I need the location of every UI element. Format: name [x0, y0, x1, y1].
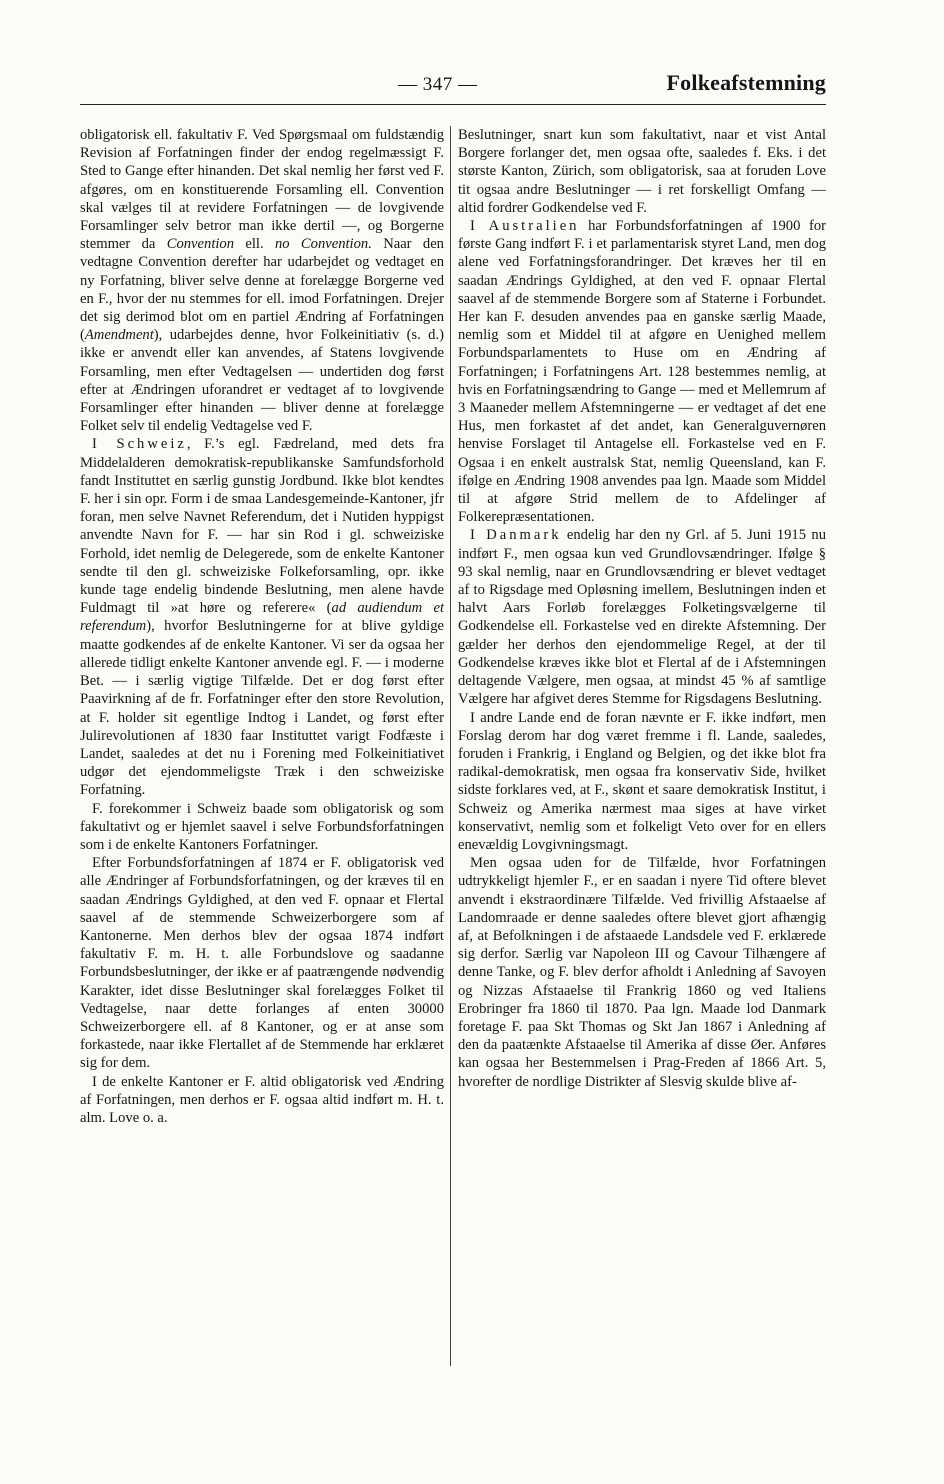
paragraph: [80, 1073, 444, 1128]
italic-text: Amendment: [84, 327, 154, 344]
text-run: Men ogsaa uden for de Tilfælde, hvor Forfatningen udtrykkeligt hjemler F., er en saadan i nyere Tid oftere blevet anvendt i ekstraordinære Tilfælde. Ved frivillig Afstaaelse af Landomraade er denne saaledes oftere blevet gjort afhængig af, at Befolkningen i de afstaaede Landsdele ved F. erklærede sig derfor. Særlig var Napoleon III og Cavour Tilhængere af denne Tanke, og F. blev derfor afholdt i Anledning af Savoyen og Nizzas Afstaaelse til Frankrig 1860 og ved Italiens Erobringer fra 1860 til 1870. Paa lgn. Maade lod Danmark foretage F. paa Skt Thomas og Skt Jan 1867 i Anledning af den da paatænkte Afstaaelse til Amerika af disse Øer. Anføres kan ogsaa her Bestemmelsen i Prag-Freden af 1866 Art. 5, hvorefter de nordlige Distrikter af Slesvig skulde blive af-: [458, 855, 826, 1090]
column-divider: [450, 126, 451, 1366]
italic-text: no Convention.: [274, 236, 372, 253]
text-run: Beslutninger, snart kun som fakultativt, naar et vist Antal Borgere forlanger det, men ogsaa ofte, saaledes f. Eks. i det største Kanton, Zürich, som obligatorisk, saa at foruden Love tit ogsaa andre Beslutninger — i ret forskelligt Omfang — altid fordrer Godkendelse ved F.: [458, 127, 826, 216]
text-run: Efter Forbundsforfatningen af 1874 er F. obligatorisk ved alle Ændringer af Forbundsforfatningen, og der kræves til en saadan Ændrings Gyldighed, at den ved F. opnaar et Flertal saavel af de stemmende Schweizerborgere som af Kantonerne. Men derhos blev der ogsaa 1874 indført fakultativ F. m. H. t. alle Forbundslove og saadanne Forbundsbeslutninger, der ikke er af paatrængende nødvendig Karakter, idet disse Beslutninger skal forelægges Folket til Vedtagelse, naar dette forlanges af enten 30000 Schweizerborgere ell. af 8 Kantoner, og er at anse som forkastede, naar ikke Flertallet af de Stemmende har erklæret sig for dem.: [80, 855, 444, 1072]
text-run: obligatorisk ell. fakultativ F. Ved Spørgsmaal om fuldstændig Revision af Forfatningen finder der endog regelmæssigt F. Sted to Gange efter hinanden. Det skal nemlig her først ved F. afgøres, om en konstituerende Forsamling ell. Convention skal vælges til at revidere Forfatningen — de lovgivende Forsamlinger selv betror man ikke dertil —, og Borgerne stemmer da: [80, 127, 444, 253]
text-run: endelig har den ny Grl. af 5. Juni 1915 nu indført F., men ogsaa kun ved Grundlovsændringer. Ifølge § 93 skal nemlig, naar en Grundlovsændring er blevet vedtaget af to Rigsdage med Opløsning imellem, Beslutningen inden et halvt Aars Forløb forelægges Folketingsvælgerne til Godkendelse ell. Forkastelse ved en direkte Afstemning. Der gælder her derhos den ejendommelige Regel, at der til Godkendelse kræves ikke blot et Flertal af de i Afstemningen deltagende Vælgere, men ogsaa, at mindst 45 % af samtlige Vælgere har afgivet deres Stemme for Rigsdagens Beslutning.: [458, 527, 826, 708]
paragraph: [80, 435, 444, 799]
page-number: — 347 —: [398, 74, 478, 95]
header-rule: [80, 104, 826, 105]
paragraph: [80, 126, 444, 435]
right-column: [458, 126, 826, 1366]
text-run: , F.’s egl. Fædreland, med dets fra Middelalderen demokratisk-republikanske Samfundsforhold fandt Instituttet en særlig gunstig Jordbund. Ikke blot kendtes F. her i sin opr. Form i de smaa Landesgemeinde-Kantoner, jfr foran, men selve Navnet Referendum, det i Nutiden hyppigst anvendte Navn for F. — har sin Rod i gl. schweiziske Forhold, idet nemlig de Delegerede, som de enkelte Kantoner sendte til den gl. schweiziske Folkeforsamling, opr. ikke kunde tage endelig bindende Beslutning, men alene havde Fuldmagt til »at høre og referere« (: [80, 436, 444, 617]
text-run: I andre Lande end de foran nævnte er F. ikke indført, men Forslag derom har dog været fremme i fl. Lande, saaledes, foruden i Frankrig, i England og Belgien, og det ikke blot fra radikal-demokratisk, men ogsaa fra konservativ Side, hvilket sidste forklares ved, at F., skønt et saare demokratisk Institut, i Schweiz og Amerika nærmest maa siges at have virket konservativt, nemlig som et folkeligt Veto over for en ellers enevældig Lovgivningsmagt.: [458, 709, 826, 853]
paragraph: [80, 800, 444, 855]
text-run: F. forekommer i Schweiz baade som obligatorisk og som fakultativt og er hjemlet saavel i selve Forbundsforfatningen som i de enkelte Kantoners Forfatninger.: [80, 800, 444, 853]
italic-text: Convention: [166, 236, 235, 253]
text-run: ), udarbejdes denne, hvor Folkeinitiativ (s. d.) ikke er anvendt eller kan anvendes, af Statens lovgivende Forsamling, men efter Vedtagelsen — undertiden dog først efter at Ændringen uforandret er vedtaget af to lovgivende Forsamlinger efter hinanden — bliver denne at forelægge Folket selv til endelig Vedtagelse ved F.: [80, 327, 444, 435]
paragraph: [80, 854, 444, 1072]
italic-text: ad audiendum et referendum: [80, 600, 444, 635]
section-lead: I Australien: [470, 218, 580, 235]
paragraph: [458, 709, 826, 855]
section-lead: I Schweiz: [92, 436, 187, 453]
text-run: ell.: [234, 236, 275, 253]
left-column: [80, 126, 444, 1366]
paragraph: [458, 126, 826, 217]
running-title: Folkeafstemning: [666, 70, 826, 95]
paragraph: [458, 526, 826, 708]
paragraph: [458, 854, 826, 1091]
text-run: har Forbundsforfatningen af 1900 for første Gang indført F. i et parlamentarisk styret Land, men dog alene ved Forfatningsforandringer. Det kræves her til en saadan Ændrings Gyldighed, at den ved F. opnaar Flertal saavel af de stemmende Borgere som af Staterne i Forbundet. Her kan F. desuden anvendes paa en ganske særlig Maade, nemlig som et Middel til at afgøre en Uenighed mellem Forbundsparlamentets to Huse om en Ændring af Forfatningen; i Forfatningens Art. 128 bestemmes nemlig, at hvis en Forfatningsændring to Gange — med et Mellemrum af 3 Maaneder mellem Afstemningerne — er vedtaget af det ene Hus, men forkastet af det andet, kan Generalguvernøren henvise Forslaget til Antagelse ell. Forkastelse ved en F. Ogsaa i en enkelt australsk Stat, nemlig Queensland, kan F. ifølge en Ændring 1908 anvendes paa lgn. Maade som Middel til at afgøre Strid mellem de to Afdelinger af Folkerepræsentationen.: [458, 218, 826, 526]
text-run: I de enkelte Kantoner er F. altid obligatorisk ved Ændring af Forfatningen, men derhos er F. ogsaa altid indført m. H. t. alm. Love o. a.: [80, 1073, 444, 1126]
page-header: [80, 70, 826, 104]
text-run: ), hvorfor Beslutningerne for at blive gyldige maatte godkendes af de enkelte Kantoner. Vi ser da ogsaa her allerede tidligt enkelte Kantoner anvende egl. F. — i moderne Bet. — i særlig vigtige Tilfælde. Det er dog først efter Paavirkning af de fr. Forfatninger efter den store Revolution, at F. holder sit egentlige Indtog i Landet, og først efter Julirevolutionen af 1830 faar Instituttet varigt Fodfæste i Landet, saaledes at det nu i Forening med Folkeinitiativet udgør det ejendommeligste Træk i den schweiziske Forfatning.: [80, 618, 444, 799]
text-run: Naar den vedtagne Convention derefter har udarbejdet og vedtaget en ny Forfatning, bliver selve denne at forelægge Borgerne ved en F., hvor der nu stemmes for ell. imod Forfatningen. Drejer det sig derimod blot om en partiel Ændring af Forfatningen (: [80, 236, 444, 344]
paragraph: [458, 217, 826, 526]
section-lead: I Danmark: [470, 527, 562, 544]
